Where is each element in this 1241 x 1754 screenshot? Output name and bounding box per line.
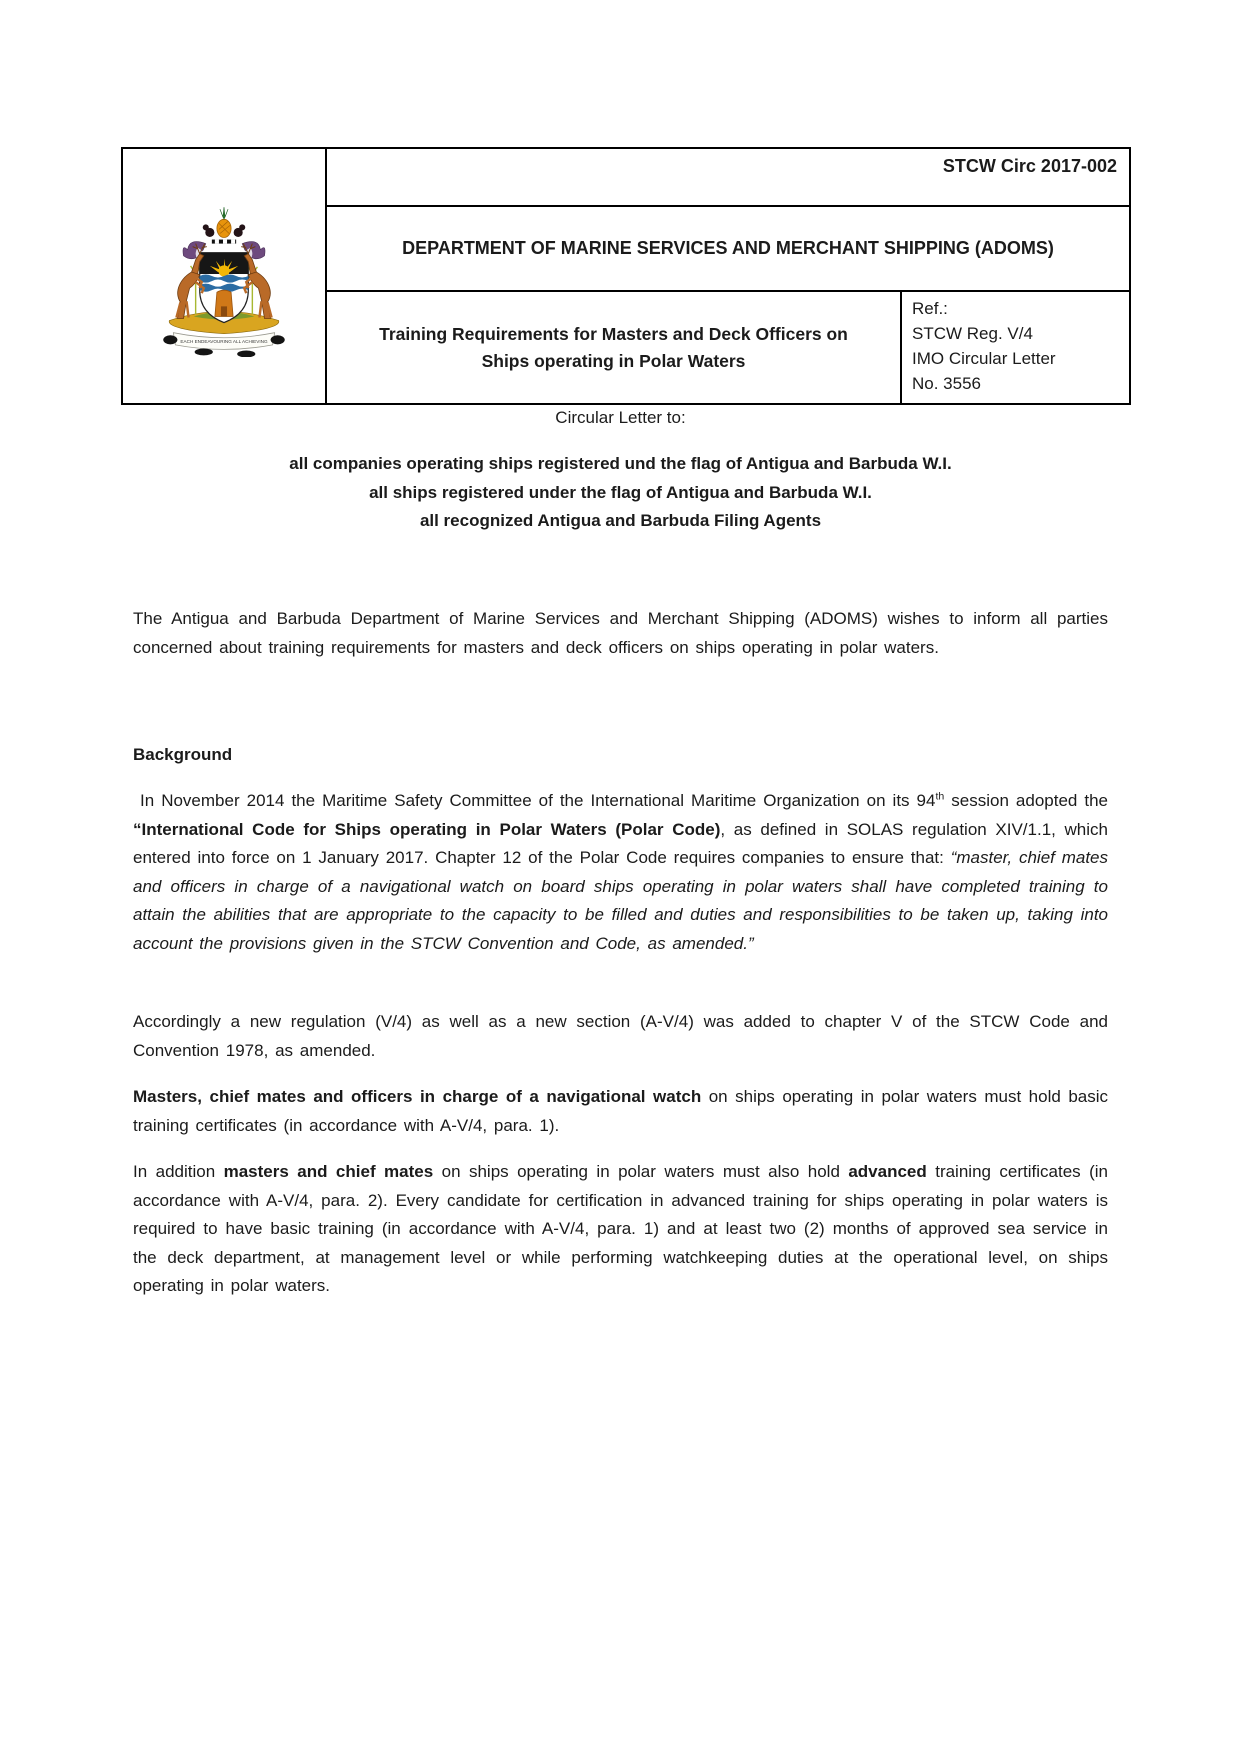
antigua-barbuda-coat-of-arms: [153, 195, 295, 357]
scroll-end-right: [271, 335, 285, 344]
recipient-line: all ships registered under the flag of Antigua and Barbuda W.I.: [369, 482, 872, 502]
recipient-line: all companies operating ships registered und the flag of Antigua and Barbuda W.I.: [289, 454, 952, 473]
background-paragraph: In November 2014 the Maritime Safety Committee of the International Maritime Organization on its 94th session adopted the “International Code for Ships operating in Polar Waters (Polar Code), as defined in SOLAS regulation XIV/1.1, which entered into force on 1 January 2017. Chapter 12 of the Polar Code requires companies to ensure that: “master, chief mates and officers in charge of a navigational watch on board ships operating in polar waters shall have completed training to attain the abilities that are appropriate to the capacity to be filled and duties and responsibilities to be taken up, taking into account the provisions given in the STCW Convention and Code, as amended.”: [133, 790, 1109, 953]
torse-stripe: [215, 240, 219, 244]
basic-training-paragraph: Masters, chief mates and officers in charge of a navigational watch on ships operating in polar waters must hold basic training certificates (in accordance with A-V/4, para. 1).: [133, 1087, 1109, 1135]
header-right: [327, 149, 1129, 403]
ref-line-3: No. 3556: [912, 374, 981, 393]
scroll-shadow-right: [237, 351, 255, 357]
recipients-list: [133, 450, 1108, 536]
regulation-paragraph: Accordingly a new regulation (V/4) as well as a new section (A-V/4) was added to chapter V of the STCW Code and Convention 1978, as amended.: [133, 1012, 1108, 1060]
scroll-end-left: [163, 335, 177, 344]
ref-cell: [902, 292, 1129, 403]
shield: [200, 253, 249, 323]
subject-cell: [327, 292, 902, 403]
advanced-training-paragraph: In addition masters and chief mates on ships operating in polar waters must also hold advanced training certificates (in accordance with A-V/4, para. 2). Every candidate for certification in advanced training for ships operating in polar waters is required to have basic training (in accordance with A-V/4, para. 1) and at least two (2) months of approved sea service in the deck department, at management level or while performing watchkeeping duties at the operational level, on ships operating in polar waters.: [133, 1162, 1108, 1295]
ref-line-1: STCW Reg. V/4: [912, 324, 1033, 343]
ref-line-2: IMO Circular Letter: [912, 349, 1056, 368]
circular-number: STCW Circ 2017-002: [327, 149, 1129, 207]
subject-line-2: Ships operating in Polar Waters: [481, 350, 746, 371]
motto-text: EACH ENDEAVOURING ALL ACHIEVING: [180, 338, 268, 344]
ref-label: Ref.:: [912, 299, 948, 318]
circular-letter-to: Circular Letter to:: [555, 408, 686, 427]
pineapple-leaves: [220, 207, 228, 219]
torse-stripe: [231, 240, 235, 244]
department-title: DEPARTMENT OF MARINE SERVICES AND MERCHANT SHIPPING (ADOMS): [327, 207, 1129, 292]
logo-cell: [123, 149, 327, 403]
scroll-shadow-left: [195, 348, 213, 355]
hibiscus-left-2: [203, 224, 209, 230]
sugar-mill-tower: [215, 290, 233, 316]
background-heading: Background: [133, 745, 233, 764]
header-row-3: [327, 292, 1129, 403]
torse-stripe: [223, 240, 227, 244]
intro-paragraph: The Antigua and Barbuda Department of Marine Services and Merchant Shipping (ADOMS) wishes to inform all parties concerned about training requirements for masters and deck officers on ships operating in polar waters.: [133, 609, 1108, 657]
recipient-line: all recognized Antigua and Barbuda Filing Agents: [419, 511, 822, 530]
header-table: [121, 147, 1131, 405]
hibiscus-right-2: [239, 224, 245, 230]
subject-line-1: Training Requirements for Masters and Deck Officers on: [379, 323, 848, 344]
